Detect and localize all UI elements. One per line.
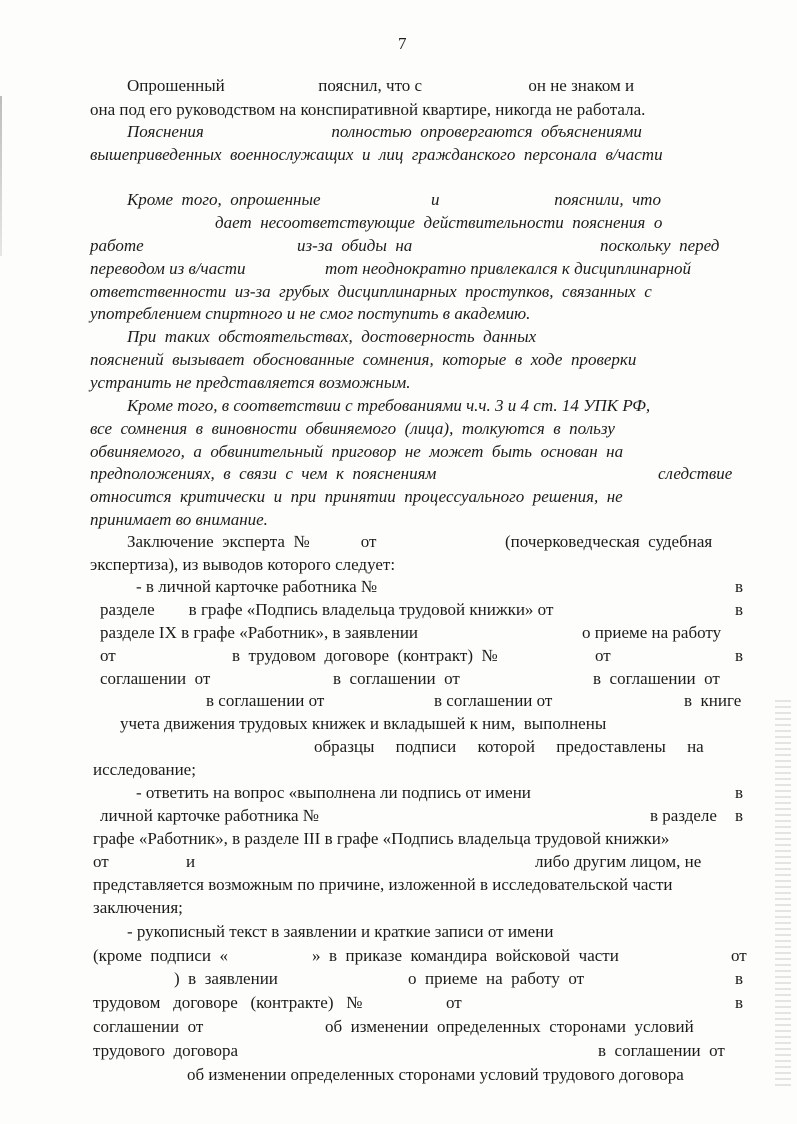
text-line: относится критически и при принятии процессуального решения, не <box>90 487 623 506</box>
text-line: дает несоответствующие действительности пояснения о <box>215 213 663 232</box>
text-line: экспертиза), из выводов которого следует: <box>90 555 396 574</box>
text-line: При таких обстоятельствах, достоверность данных <box>127 327 537 346</box>
text-line: ответственности из-за грубых дисциплинарных проступков, связанных с <box>90 282 652 301</box>
text-line: в соглашении от <box>598 1041 725 1060</box>
text-line: от <box>446 993 462 1012</box>
text-line: все сомнения в виновности обвиняемого (лица), толкуются в пользу <box>90 419 615 438</box>
text-line: разделе в графе «Подпись владельца трудовой книжки» от <box>100 600 554 619</box>
text-line: личной карточке работника № <box>100 806 319 825</box>
text-line: образцы подписи которой предоставлены на <box>314 737 704 756</box>
text-line: устранить не представляется возможным. <box>90 373 411 392</box>
text-line: от <box>731 946 747 965</box>
text-line: о приеме на работу от <box>408 969 585 988</box>
text-line: обвиняемого, а обвинительный приговор не может быть основан на <box>90 442 624 461</box>
text-line: соглашении от <box>100 669 211 688</box>
text-line: Кроме того, в соответствии с требованиями ч.ч. 3 и 4 ст. 14 УПК РФ, <box>127 396 651 415</box>
scan-edge-left <box>0 96 2 256</box>
text-line: ) в заявлении <box>174 969 278 988</box>
text-line: от <box>595 646 611 665</box>
text-line: соглашении от <box>93 1017 204 1036</box>
text-line: употреблением спиртного и не смог поступить в академию. <box>90 304 531 323</box>
text-line: в <box>735 969 744 988</box>
text-line: из-за обиды на <box>297 236 413 255</box>
text-line: об изменении определенных сторонами условий трудового договора <box>187 1065 684 1084</box>
page-number: 7 <box>398 34 407 53</box>
text-line: либо другим лицом, не <box>535 852 702 871</box>
text-line: в книге <box>684 691 742 710</box>
text-line: в разделе <box>650 806 717 825</box>
text-line: от <box>100 646 116 665</box>
text-line: Опрошенный пояснил, что с он не знаком и <box>127 76 635 95</box>
text-line: заключения; <box>93 898 183 917</box>
text-line: Заключение эксперта № от <box>127 532 377 551</box>
text-line: от <box>93 852 109 871</box>
text-line: предположениях, в связи с чем к пояснениям <box>90 464 437 483</box>
text-line: вышеприведенных военнослужащих и лиц гражданского персонала в/части <box>90 145 663 164</box>
text-line: поскольку перед <box>600 236 720 255</box>
scan-edge-right <box>775 700 791 1090</box>
text-line: в соглашении от <box>593 669 720 688</box>
text-line: - ответить на вопрос «выполнена ли подпись от имени <box>136 783 531 802</box>
text-line: в <box>735 577 744 596</box>
text-line: о приеме на работу <box>582 623 722 642</box>
text-line: пояснений вызывает обоснованные сомнения, которые в ходе проверки <box>90 350 637 369</box>
text-line: графе «Работник», в разделе III в графе «Подпись владельца трудовой книжки» <box>93 829 670 848</box>
text-line: она под его руководством на конспиративной квартире, никогда не работала. <box>90 100 646 119</box>
text-line: переводом из в/части <box>90 259 246 278</box>
text-line: следствие <box>658 464 733 483</box>
text-line: тот неоднократно привлекался к дисциплинарной <box>325 259 692 278</box>
text-line: разделе IX в графе «Работник», в заявлении <box>100 623 419 642</box>
text-line: в <box>735 783 744 802</box>
text-line: представляется возможным по причине, изложенной в исследовательской части <box>93 875 673 894</box>
text-line: (кроме подписи « <box>93 946 228 965</box>
text-line: в соглашении от <box>434 691 553 710</box>
text-line: работе <box>90 236 144 255</box>
text-line: и <box>186 852 196 871</box>
text-line: в соглашении от <box>333 669 460 688</box>
text-line: трудовом договоре (контракте) № <box>93 993 363 1012</box>
text-line: (почерковедческая судебная <box>505 532 713 551</box>
text-line: в <box>735 600 744 619</box>
text-line: - в личной карточке работника № <box>136 577 378 596</box>
text-line: Пояснения полностью опровергаются объяснениями <box>127 122 642 141</box>
text-line: исследование; <box>93 760 196 779</box>
text-line: в соглашении от <box>206 691 325 710</box>
text-line: Кроме того, опрошенные и пояснили, что <box>127 190 661 209</box>
text-line: » в приказе командира войсковой части <box>312 946 619 965</box>
text-line: в <box>735 806 744 825</box>
text-line: в <box>735 993 744 1012</box>
text-line: в <box>735 646 744 665</box>
text-line: - рукописный текст в заявлении и краткие записи от имени <box>127 922 554 941</box>
text-line: трудового договора <box>93 1041 239 1060</box>
text-line: об изменении определенных сторонами условий <box>325 1017 694 1036</box>
text-line: учета движения трудовых книжек и вкладышей к ним, выполнены <box>120 714 607 733</box>
text-line: принимает во внимание. <box>90 510 268 529</box>
text-line: в трудовом договоре (контракт) № <box>232 646 498 665</box>
